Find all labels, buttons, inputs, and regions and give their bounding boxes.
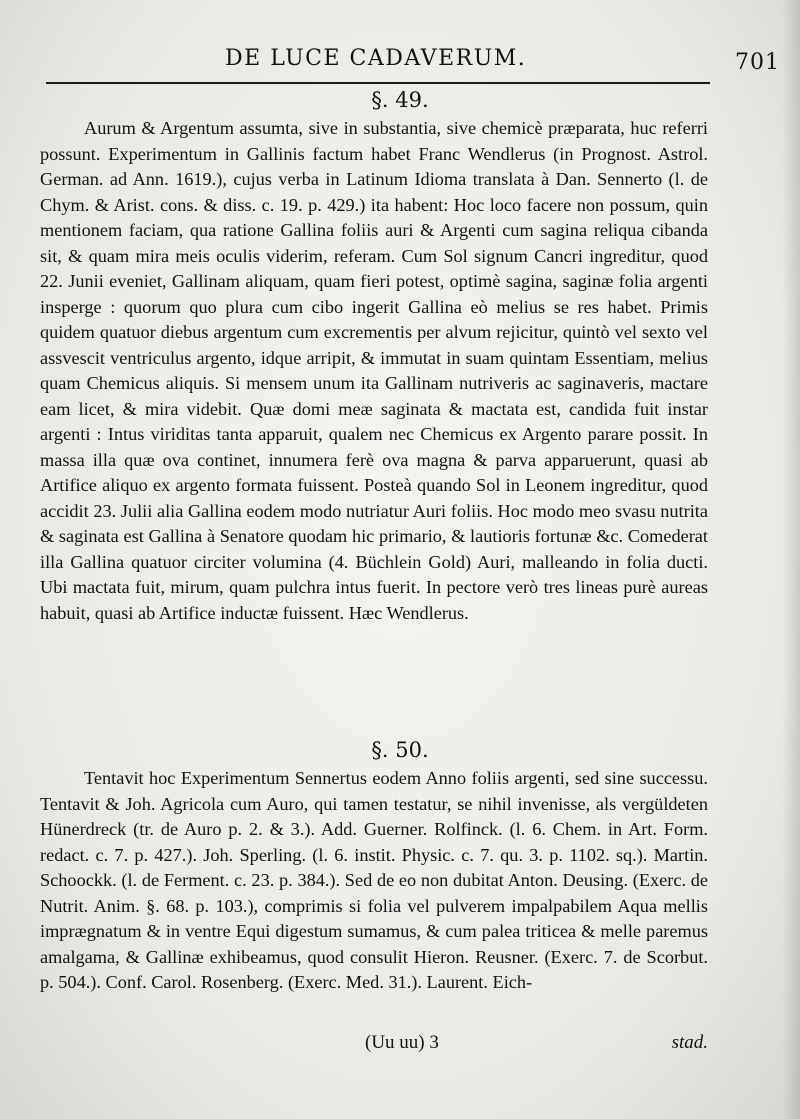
header-rule [46,82,710,84]
section-49-text [40,116,708,626]
page-footer [40,1032,708,1060]
section-heading-50: §. 50. [371,738,429,762]
signature-mark: (Uu uu) 3 [365,1032,439,1053]
page-header [40,42,780,78]
section-50-text [40,766,708,996]
section-49-body: Aurum & Argentum assumta, sive in substantia, sive chemicè præparata, huc referri possunt. Experimentum in Gallinis factum habet Franc Wendlerus (in Prognost. Astrol. German. ad Ann. 1619.), cujus verba in Latinum Idioma translata à Dan. Sennerto (l. de Chym. & Arist. cons. & diss. c. 19. p. 429.) ita habent: Hoc loco facere non possum, quin mentionem faciam, qua ratione Gallina foliis auri & Argenti cum sagina reliqua cibanda sit, & quam mira meis oculis viderim, referam. Cum Sol signum Cancri ingreditur, quod 22. Junii eveniet, Gallinam aliquam, quam fieri potest, optimè sagina, saginæ folia argenti insperge : quorum quo plura cum cibo ingerit Gallina eò melius se res habet. Primis quidem quatuor diebus argentum cum excrementis per alvum rejicitur, quintò vel sexto vel assvescit ventriculus argento, idque arripit, & immutat in suam quintam Essentiam, melius quam Chemicus aliquis. Si mensem unum ita Gallinam nutriveris ac saginaveris, mactare eam licet, & mira videbit. Quæ domi meæ saginata & mactata est, candida fuit instar argenti : Intus viriditas tanta apparuit, qualem nec Chemicus ex Argento parare possit. In massa illa quæ ova continet, innumera ferè ova magna & parva apparuerunt, quasi ab Artifice aliquo ex argento formata fuissent. Posteà quando Sol in Leonem ingreditur, quod accidit 23. Julii alia Gallina eodem modo nutriatur Auri foliis. Hoc modo meo svasu nutrita & saginata est Gallina à Senatore quodam hic primario, & lautioris fortunæ &c. Comederat illa Gallina quatuor circiter volumina (4. Büchlein Gold) Auri, malleando in folia ducti. Ubi mactata fuit, mirum, quam pulchra intus fuerit. In pectore verò tres lineas purè aureas habuit, quasi ab Artifice inductæ fuissent. Hæc Wendlerus. [40,118,708,623]
running-title: DE LUCE CADAVERUM. [225,46,527,71]
catchword: stad. [671,1032,708,1053]
page-number: 701 [735,50,780,75]
section-heading-49: §. 49. [371,88,429,112]
section-50-body: Tentavit hoc Experimentum Sennertus eodem Anno foliis argenti, sed sine successu. Tentavit & Joh. Agricola cum Auro, qui tamen testatur, se nihil invenisse, als vergüldeten Hünerdreck (tr. de Auro p. 2. & 3.). Add. Guerner. Rolfinck. (l. 6. Chem. in Art. Form. redact. c. 7. p. 427.). Joh. Sperling. (l. 6. instit. Physic. c. 7. qu. 3. p. 1102. sq.). Martin. Schoockk. (l. de Ferment. c. 23. p. 384.). Sed de eo non dubitat Anton. Deusing. (Exerc. de Nutrit. Anim. §. 68. p. 103.), comprimis si folia vel pulverem impalpabilem Aqua mellis imprægnatum & in ventre Equi digestum sumamus, & cum palea triticea & melle paremus amalgama, & Gallinæ exhibeamus, quod consulit Hieron. Reusner. (Exerc. 7. de Scorbut. p. 504.). Conf. Carol. Rosenberg. (Exerc. Med. 31.). Laurent. Eich- [40,768,708,992]
page-edge-shadow [782,0,800,1119]
